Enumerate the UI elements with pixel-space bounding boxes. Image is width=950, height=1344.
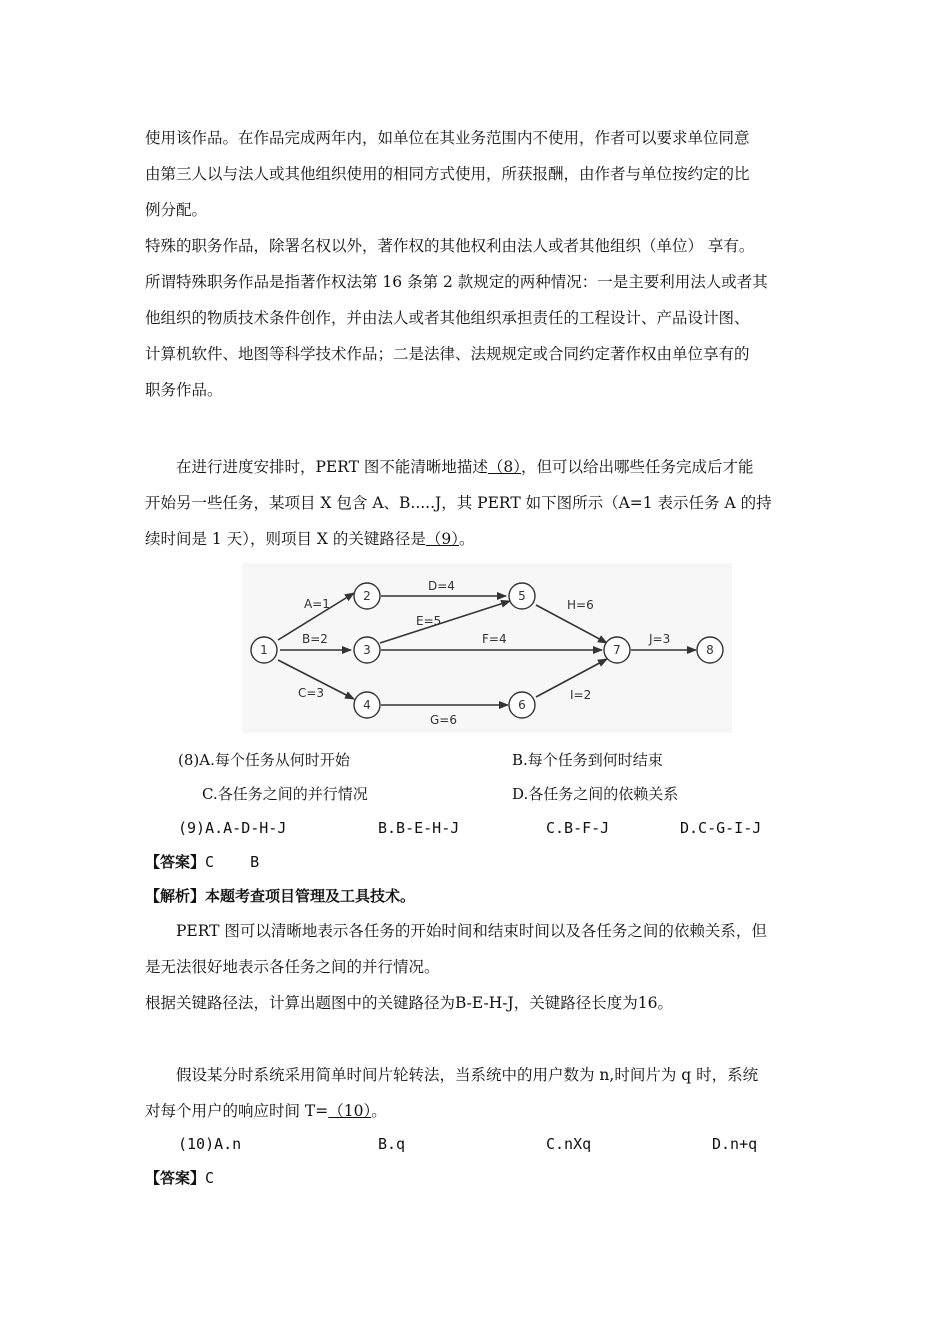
para2-line3: 他组织的物质技术条件创作，并由法人或者其他组织承担责任的工程设计、产品设计图、 [145,309,750,327]
analysis-line2: 是无法很好地表示各任务之间的并行情况。 [145,958,440,976]
q10-line2 [145,1094,810,1128]
analysis-label: 【解析】 [145,887,206,905]
para2-line1: 特殊的职务作品，除署名权以外，著作权的其他权利由法人或者其他组织（单位） 享有。 [145,237,755,255]
analysis-line1: PERT 图可以清晰地表示各任务的开始时间和结束时间以及各任务之间的依赖关系，但 [176,922,767,940]
q10-line1: 假设某分时系统采用简单时间片轮转法，当系统中的用户数为 n,时间片为 q 时，系统 [176,1066,759,1084]
pert-diagram [242,563,732,733]
edge-c-label: C=3 [298,686,325,700]
para2-line4: 计算机软件、地图等科学技术作品；二是法律、法规规定或合同约定著作权由单位享有的 [145,345,750,363]
blank-9: （9） [425,530,459,548]
q8-line3-a: 续时间是 1 天），则项目 X 的关键路径是 [145,530,426,548]
option-10b: B.q [378,1135,406,1153]
q8-line3 [145,522,810,556]
option-8d: D.各任务之间的依赖关系 [512,785,679,803]
q8-line1 [145,450,810,484]
node-8-label: 8 [706,643,714,657]
edge-d-label: D=4 [428,579,455,593]
node-7-label: 7 [613,643,621,657]
edge-f-label: F=4 [482,632,507,646]
option-8b: B.每个任务到何时结束 [512,751,663,769]
edge-b-label: B=2 [302,632,328,646]
analysis-title: 本题考查项目管理及工具技术。 [205,887,416,905]
option-9c: C.B-F-J [546,819,610,837]
answer-2 [145,1166,214,1190]
option-10a: (10)A.n [178,1135,242,1153]
answer-1-value: C B [205,853,260,871]
para1-line1: 使用该作品。在作品完成两年内，如单位在其业务范围内不使用，作者可以要求单位同意 [145,129,750,147]
para2-line2: 所谓特殊职务作品是指著作权法第 16 条第 2 款规定的两种情况：一是主要利用法人或者其 [145,273,768,291]
option-8c: C.各任务之间的并行情况 [202,785,368,803]
edge-a-label: A=1 [304,597,330,611]
option-8a: (8)A.每个任务从何时开始 [178,751,350,769]
node-5-label: 5 [518,589,526,603]
q10-line2-b: 。 [371,1102,387,1120]
q8-line1-a: 在进行进度安排时，PERT 图不能清晰地描述 [176,458,488,476]
node-1-label: 1 [260,643,268,657]
q8-line1-b: ，但可以给出哪些任务完成后才能 [521,458,754,476]
answer-2-label: 【答案】 [145,1169,206,1187]
blank-8: （8） [487,458,522,476]
answer-1 [145,850,259,874]
blank-10: （10） [328,1102,372,1120]
q8-line2: 开始另一些任务，某项目 X 包含 A、B.....J，其 PERT 如下图所示（A=1 表示任务 A 的持 [145,494,772,512]
option-10c: C.nXq [546,1135,592,1153]
node-6-label: 6 [518,698,526,712]
analysis-line3: 根据关键路径法，计算出题图中的关键路径为B-E-H-J，关键路径长度为16。 [145,994,673,1012]
node-4-label: 4 [363,698,371,712]
para1-line3: 例分配。 [145,201,208,219]
option-9b: B.B-E-H-J [378,819,460,837]
edge-h-label: H=6 [567,598,594,612]
answer-2-value: C [205,1169,215,1187]
option-9a: (9)A.A-D-H-J [178,819,287,837]
node-2-label: 2 [363,589,371,603]
para2-line5: 职务作品。 [145,381,223,399]
edge-j-label: J=3 [649,632,671,646]
para1-line2: 由第三人以与法人或其他组织使用的相同方式使用，所获报酬，由作者与单位按约定的比 [145,165,750,183]
q8-line3-b: 。 [458,530,475,548]
analysis-heading [145,884,415,908]
edge-g-label: G=6 [430,713,457,727]
edge-e-label: E=5 [416,614,442,628]
q10-line2-a: 对每个用户的响应时间 T= [145,1102,329,1120]
node-3-label: 3 [363,643,371,657]
edge-i-label: I=2 [570,688,592,702]
answer-1-label: 【答案】 [145,853,206,871]
option-10d: D.n+q [712,1135,758,1153]
option-9d: D.C-G-I-J [680,819,762,837]
